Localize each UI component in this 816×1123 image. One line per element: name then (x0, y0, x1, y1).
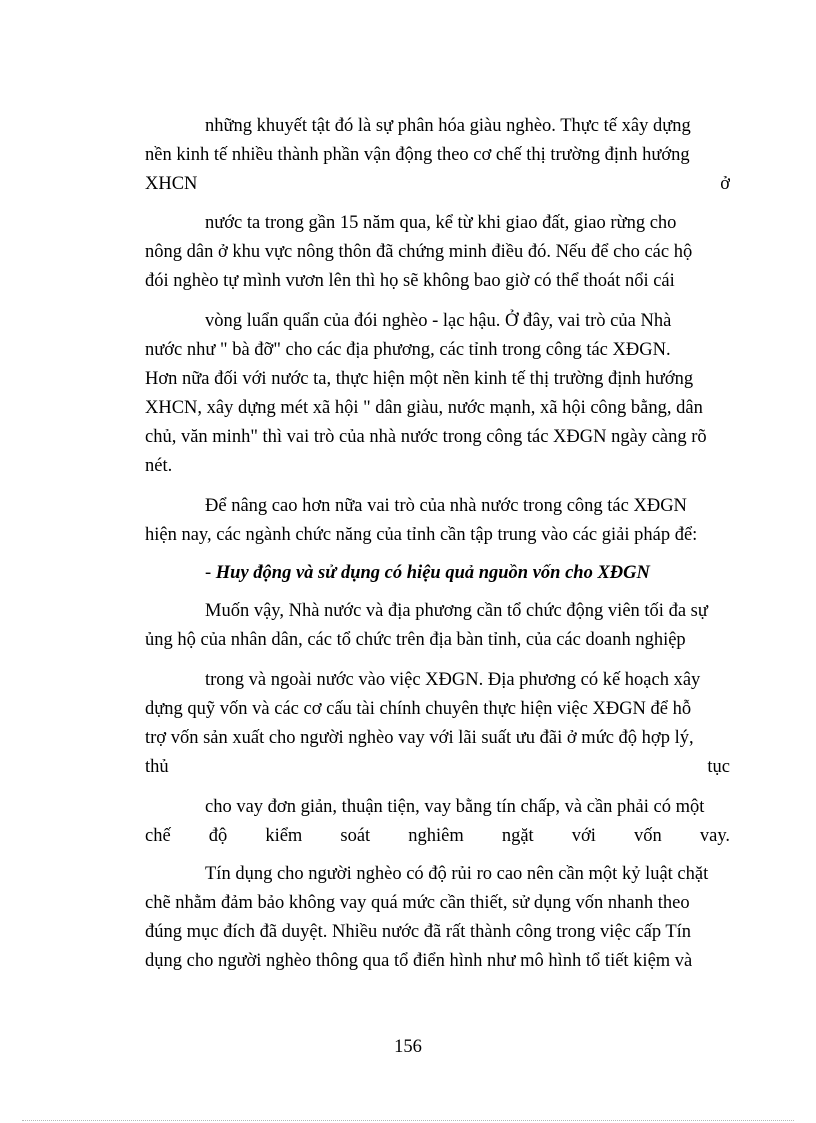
section-heading (205, 561, 730, 585)
text-line: chủ, văn minh" thì vai trò của nhà nước trong công tác XĐGN ngày càng rõ (145, 427, 707, 447)
text-line: Muốn vậy, Nhà nước và địa phương cần tổ chức động viên tối đa sự (205, 601, 708, 621)
text-line: nước như " bà đỡ" cho các địa phương, các tỉnh trong công tác XĐGN. (145, 340, 671, 360)
text-line: đúng mục đích đã duyệt. Nhiều nước đã rất thành công trong việc cấp Tín (145, 922, 692, 942)
text-line: những khuyết tật đó là sự phân hóa giàu nghèo. Thực tế xây dựng (205, 116, 691, 136)
text-word: tục (707, 757, 730, 777)
text-line: nền kinh tế nhiều thành phần vận động theo cơ chế thị trường định hướng (145, 145, 690, 165)
heading-dash: - (205, 563, 216, 583)
text-line: vòng luẩn quẩn của đói nghèo - lạc hậu. Ở đây, vai trò của Nhà (205, 311, 672, 331)
text-word: XHCN (145, 174, 198, 194)
text-line: Để nâng cao hơn nữa vai trò của nhà nước trong công tác XĐGN (205, 496, 687, 516)
heading-text: Huy động và sử dụng có hiệu quả nguồn vốn cho XĐGN (215, 563, 650, 583)
text-line: đói nghèo tự mình vươn lên thì họ sẽ không bao giờ có thể thoát nổi cái (145, 271, 675, 291)
text-line (145, 755, 730, 779)
text-line: XHCN, xây dựng mét xã hội " dân giàu, nước mạnh, xã hội công bằng, dân (145, 398, 703, 418)
text-line: hiện nay, các ngành chức năng của tỉnh cần tập trung vào các giải pháp để: (145, 525, 698, 545)
text-line: trợ vốn sản xuất cho người nghèo vay với lãi suất ưu đãi ở mức độ hợp lý, (145, 728, 694, 748)
page-number: 156 (394, 1037, 422, 1057)
text-line: trong và ngoài nước vào việc XĐGN. Địa phương có kế hoạch xây (205, 670, 701, 690)
text-line: dựng quỹ vốn và các cơ cấu tài chính chuyên thực hiện việc XĐGN để hỗ (145, 699, 692, 719)
text-line: Tín dụng cho người nghèo có độ rủi ro cao nên cần một kỷ luật chặt (205, 864, 709, 884)
text-line: Hơn nữa đối với nước ta, thực hiện một nền kinh tế thị trường định hướng (145, 369, 694, 389)
text-line (145, 172, 730, 196)
text-line: nét. (145, 456, 173, 476)
text-word: thủ (145, 757, 169, 777)
text-line: nước ta trong gần 15 năm qua, kể từ khi giao đất, giao rừng cho (205, 213, 677, 233)
page-bottom-divider (22, 1120, 794, 1121)
text-line: nông dân ở khu vực nông thôn đã chứng minh điều đó. Nếu để cho các hộ (145, 242, 693, 262)
text-word: ở (720, 174, 730, 194)
text-line: chế độ kiểm soát nghiêm ngặt với vốn vay. (145, 826, 730, 846)
text-line: cho vay đơn giản, thuận tiện, vay bằng tín chấp, và cần phải có một (205, 797, 705, 817)
text-line: chẽ nhằm đảm bảo không vay quá mức cần thiết, sử dụng vốn nhanh theo (145, 893, 690, 913)
text-line: ủng hộ của nhân dân, các tổ chức trên địa bàn tỉnh, của các doanh nghiệp (145, 630, 686, 650)
text-line: dụng cho người nghèo thông qua tổ điển hình như mô hình tổ tiết kiệm và (145, 951, 693, 971)
